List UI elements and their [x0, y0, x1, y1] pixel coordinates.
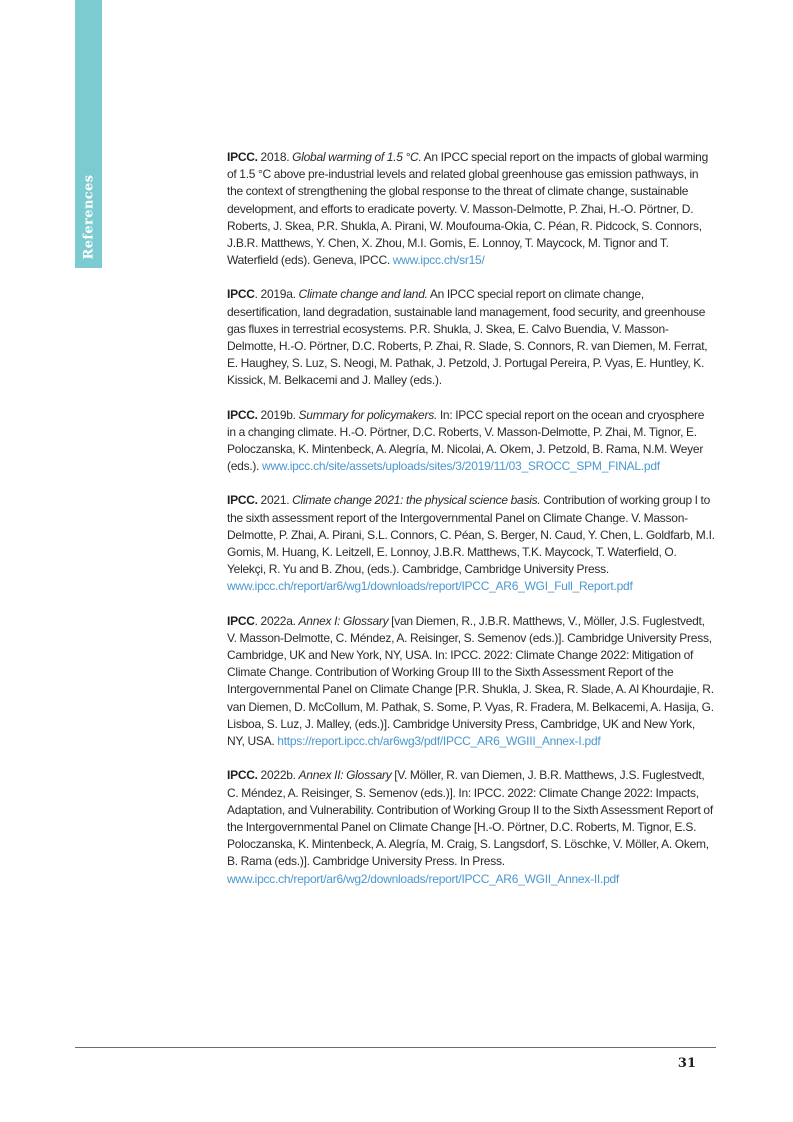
- reference-author: IPCC: [227, 287, 255, 302]
- reference-item: [227, 286, 715, 389]
- reference-author: IPCC.: [227, 768, 258, 783]
- reference-link[interactable]: www.ipcc.ch/report/ar6/wg1/downloads/report/IPCC_AR6_WGI_Full_Report.pdf: [227, 579, 633, 594]
- reference-author: IPCC: [227, 613, 255, 628]
- reference-item: [227, 767, 715, 887]
- reference-list: [227, 149, 715, 905]
- section-label: References: [81, 174, 97, 260]
- reference-year: . 2022a.: [254, 613, 299, 628]
- reference-item: [227, 149, 715, 269]
- reference-link[interactable]: www.ipcc.ch/sr15/: [392, 253, 485, 268]
- reference-year: 2021.: [257, 493, 293, 508]
- reference-title: Annex II: Glossary: [298, 768, 392, 783]
- reference-details: [V. Möller, R. van Diemen, J. B.R. Matthews, J.S. Fuglestvedt, C. Méndez, A. Reisinger, S. Semenov (eds.)]. In: IPCC. 2022: Climate Change 2022: Impacts, Adaptation, and Vulnerability. Contribution of Working Group II to the Sixth Assessment Report of the Intergovernmental Panel on Climate Change [H.-O. Pörtner, D.C. Roberts, M. Tignor, E.S. Poloczanska, K. Mintenbeck, A. Alegría, M. Craig, S. Langsdorf, S. Löschke, V. Möller, A. Okem, B. Rama (eds.)]. Cambridge University Press. In Press.: [227, 768, 713, 869]
- reference-item: [227, 407, 715, 476]
- reference-details: In: IPCC special report on the ocean and cryosphere in a changing climate. H.-O. Pörtner, D.C. Roberts, V. Masson-Delmotte, P. Zhai, M. Tignor, E. Poloczanska, K. Mintenbeck, A. Alegría, M. Nicolai, A. Okem, J. Petzold, B. Rama, N.M. Weyer (eds.).: [227, 407, 705, 474]
- reference-title: Climate change and land.: [298, 287, 428, 302]
- reference-title: Annex I: Glossary: [298, 613, 389, 628]
- reference-author: IPCC.: [227, 407, 258, 422]
- reference-link[interactable]: www.ipcc.ch/site/assets/uploads/sites/3/2019/11/03_SROCC_SPM_FINAL.pdf: [262, 459, 660, 474]
- reference-title: Global warming of 1.5 °C.: [292, 150, 422, 164]
- reference-author: IPCC.: [227, 150, 258, 164]
- reference-details: An IPCC special report on the impacts of global warming of 1.5 °C above pre-industrial levels and related global greenhouse gas emission pathways, in the context of strengthening the global response to the threat of climate change, sustainable development, and efforts to eradicate poverty. V. Masson-Delmotte, P. Zhai, H.-O. Pörtner, D. Roberts, J. Skea, P.R. Shukla, A. Pirani, W. Moufouma-Okia, C. Péan, R. Pidcock, S. Connors, J.B.R. Matthews, Y. Chen, X. Zhou, M.I. Gomis, E. Lonnoy, T. Maycock, M. Tignor and T. Waterfield (eds). Geneva, IPCC.: [227, 150, 709, 268]
- reference-title: Climate change 2021: the physical science basis.: [292, 493, 541, 508]
- reference-year: 2022b.: [257, 768, 299, 783]
- page-number: 31: [677, 1056, 696, 1071]
- reference-link[interactable]: https://report.ipcc.ch/ar6wg3/pdf/IPCC_AR6_WGIII_Annex-I.pdf: [277, 734, 601, 749]
- reference-details: Contribution of working group I to the sixth assessment report of the Intergovernmental Panel on Climate Change. V. Masson-Delmotte, P. Zhai, A. Pirani, S.L. Connors, C. Péan, S. Berger, N. Caud, Y. Chen, L. Goldfarb, M.I. Gomis, M. Huang, K. Leitzell, E. Lonnoy, J.B.R. Matthews, T.K. Maycock, T. Waterfield, O. Yelekçi, R. Yu and B. Zhou, (eds.). Cambridge, Cambridge University Press.: [227, 493, 715, 577]
- reference-title: Summary for policymakers.: [298, 407, 438, 422]
- reference-year: . 2019a.: [254, 287, 299, 302]
- reference-link[interactable]: www.ipcc.ch/report/ar6/wg2/downloads/report/IPCC_AR6_WGII_Annex-II.pdf: [227, 871, 620, 886]
- reference-year: 2019b.: [257, 407, 299, 422]
- reference-year: 2018.: [257, 150, 293, 164]
- reference-details: An IPCC special report on climate change, desertification, land degradation, sustainable land management, food security, and greenhouse gas fluxes in terrestrial ecosystems. P.R. Shukla, J. Skea, E. Calvo Buendia, V. Masson-Delmotte, H.-O. Pörtner, D.C. Roberts, P. Zhai, R. Slade, S. Connors, R. van Diemen, M. Ferrat, E. Haughey, S. Luz, S. Neogi, M. Pathak, J. Petzold, J. Portugal Pereira, P. Vyas, E. Huntley, K. Kissick, M. Belkacemi and J. Malley (eds.).: [227, 287, 708, 388]
- reference-item: [227, 492, 715, 595]
- footer-divider: [75, 1047, 716, 1048]
- reference-item: [227, 613, 715, 751]
- reference-details: [van Diemen, R., J.B.R. Matthews, V., Möller, J.S. Fuglestvedt, V. Masson-Delmotte, C. Méndez, A. Reisinger, S. Semenov (eds.)]. Cambridge University Press, Cambridge, UK and New York, NY, USA. In: IPCC. 2022: Climate Change 2022: Mitigation of Climate Change. Contribution of Working Group III to the Sixth Assessment Report of the Intergovernmental Panel on Climate Change [P.R. Shukla, J. Skea, R. Slade, A. Al Khourdajie, R. van Diemen, D. McCollum, M. Pathak, S. Some, P. Vyas, R. Fradera, M. Belkacemi, A. Hasija, G. Lisboa, S. Luz, J. Malley, (eds.)]. Cambridge University Press, Cambridge, UK and New York, NY, USA.: [227, 613, 714, 749]
- reference-author: IPCC.: [227, 493, 258, 508]
